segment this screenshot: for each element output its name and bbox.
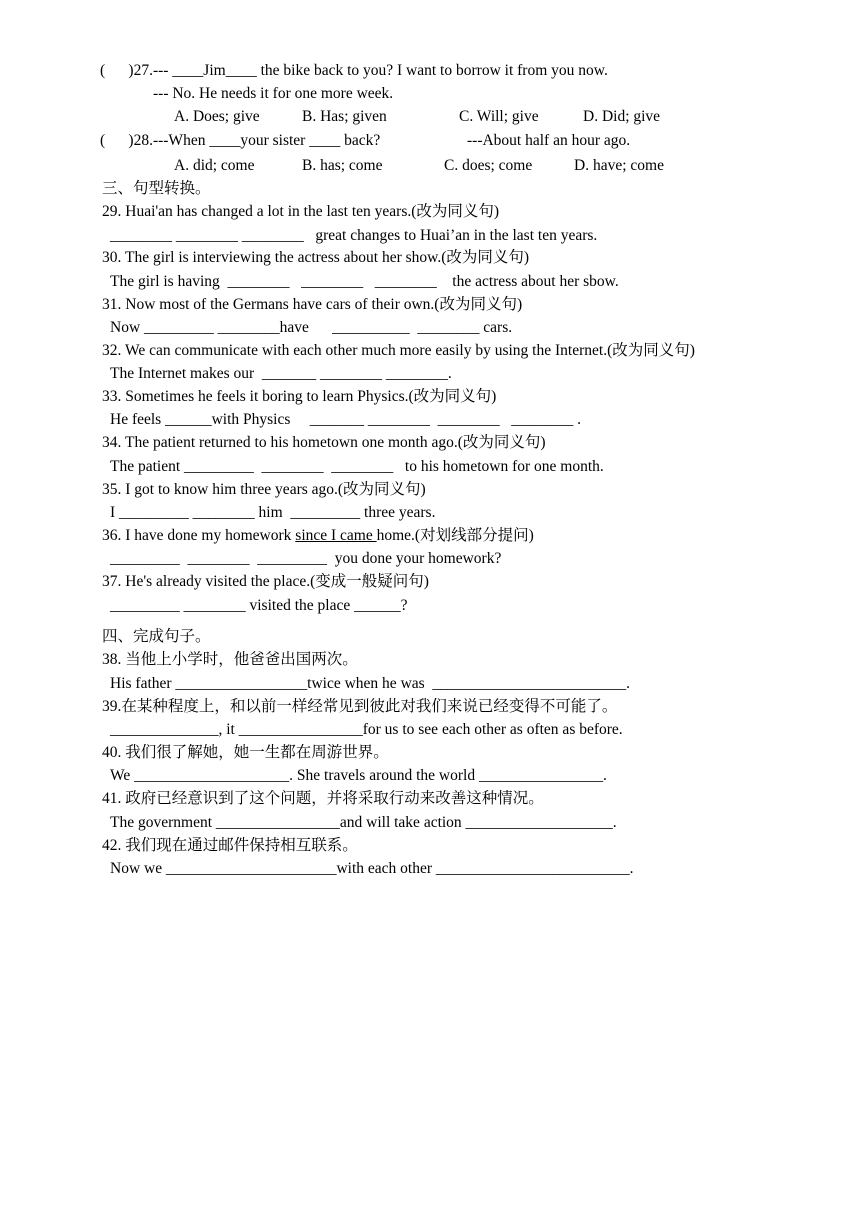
q37-answer-line: _________ ________ visited the place ______? [110, 597, 408, 614]
q41-question: 41. 政府已经意识到了这个问题，并将采取行动来改善这种情况。 [102, 790, 544, 807]
q42-question: 42. 我们现在通过邮件保持相互联系。 [102, 837, 358, 854]
q30-answer-line: The girl is having ________ ________ ________ the actress about her sbow. [110, 273, 619, 290]
q27-option-c: C. Will; give [459, 108, 539, 125]
q36-answer-line: _________ ________ _________ you done your homework? [110, 550, 502, 567]
q28-option-d: D. have; come [574, 157, 664, 174]
q30-question: 30. The girl is interviewing the actress about her show.(改为同义句) [102, 249, 530, 266]
q36-question-post: home.(对划线部分提问) [376, 527, 534, 544]
q27-option-a: A. Does; give [174, 108, 260, 125]
q39-question: 39.在某种程度上，和以前一样经常见到彼此对我们来说已经变得不可能了。 [102, 698, 618, 715]
q32-question: 32. We can communicate with each other much more easily by using the Internet.(改为同义句) [102, 342, 695, 359]
section3-heading: 三、句型转换。 [102, 180, 211, 197]
q42-answer-line: Now we ______________________with each other _________________________. [110, 860, 634, 877]
q28-option-c: C. does; come [444, 157, 533, 174]
q27-stem: ( )27.--- ____Jim____ the bike back to you? I want to borrow it from you now. [100, 62, 608, 79]
q31-question: 31. Now most of the Germans have cars of their own.(改为同义句) [102, 296, 523, 313]
q40-answer-line: We ____________________. She travels around the world ________________. [110, 767, 607, 784]
q36-question-pre: 36. I have done my homework [102, 527, 296, 544]
q28-reply: ---About half an hour ago. [467, 132, 631, 149]
q36-underlined-part: since I came [295, 527, 377, 544]
q32-answer-line: The Internet makes our _______ ________ ________. [110, 365, 452, 382]
q41-answer-line: The government ________________and will take action ___________________. [110, 814, 617, 831]
q36-question [102, 526, 534, 546]
q38-question: 38. 当他上小学时，他爸爸出国两次。 [102, 651, 358, 668]
q33-question: 33. Sometimes he feels it boring to learn Physics.(改为同义句) [102, 388, 497, 405]
q28-stem: ( )28.---When ____your sister ____ back? [100, 132, 381, 149]
q27-option-b: B. Has; given [302, 108, 387, 125]
q35-question: 35. I got to know him three years ago.(改为同义句) [102, 481, 426, 498]
q28-option-a: A. did; come [174, 157, 255, 174]
section4-heading: 四、完成句子。 [102, 628, 211, 645]
q29-question: 29. Huai'an has changed a lot in the last ten years.(改为同义句) [102, 203, 500, 220]
q29-answer-line: ________ ________ ________ great changes to Huai’an in the last ten years. [110, 227, 598, 244]
q38-answer-line: His father _________________twice when he was _________________________. [110, 675, 631, 692]
q35-answer-line: I _________ ________ him _________ three years. [110, 504, 436, 521]
q27-reply: --- No. He needs it for one more week. [153, 85, 394, 102]
q28-option-b: B. has; come [302, 157, 383, 174]
q27-option-d: D. Did; give [583, 108, 661, 125]
q39-answer-line: ______________, it ________________for us to see each other as often as before. [110, 721, 623, 738]
q37-question: 37. He's already visited the place.(变成一般疑问句) [102, 573, 429, 590]
q33-answer-line: He feels ______with Physics _______ ________ ________ ________ . [110, 411, 582, 428]
q34-question: 34. The patient returned to his hometown one month ago.(改为同义句) [102, 434, 546, 451]
q34-answer-line: The patient _________ ________ ________ to his hometown for one month. [110, 458, 604, 475]
q31-answer-line: Now _________ ________have __________ ________ cars. [110, 319, 513, 336]
q40-question: 40. 我们很了解她，她一生都在周游世界。 [102, 744, 389, 761]
